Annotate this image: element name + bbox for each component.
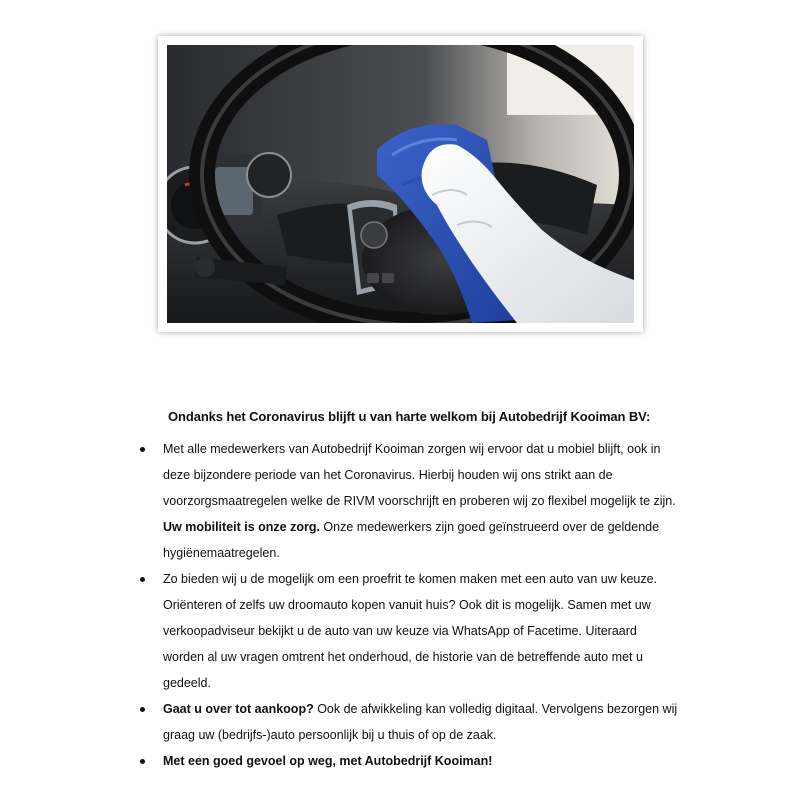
list-item: [140, 748, 680, 774]
list-item: [140, 436, 680, 566]
bullet-list: [140, 436, 680, 774]
photo-frame: [158, 36, 643, 332]
list-item: [140, 696, 680, 748]
steering-wheel-cleaning-photo: [167, 45, 634, 323]
page-heading: Ondanks het Coronavirus blijft u van harte welkom bij Autobedrijf Kooiman BV:: [168, 409, 651, 424]
bullet-text: Ook de afwikkeling kan volledig digitaal. Vervolgens bezorgen wij graag uw (bedrijfs-)auto persoonlijk bij u thuis of op de zaak.: [163, 702, 678, 742]
bullet-bold-text: Met een goed gevoel op weg, met Autobedrijf Kooiman!: [163, 754, 493, 768]
list-item: [140, 566, 680, 696]
bullet-text: Zo bieden wij u de mogelijk om een proefrit te komen maken met een auto van uw keuze. Oriënteren of zelfs uw droomauto kopen vanuit huis? Ook dit is mogelijk. Samen met uw verkoopadviseur bekijkt u de auto van uw keuze via WhatsApp of Facetime. Uiteraard worden al uw vragen omtrent het onderhoud, de historie van de betreffende auto met u gedeeld.: [163, 572, 658, 690]
bullet-bold-text: Uw mobiliteit is onze zorg.: [163, 520, 320, 534]
bullet-text: Met alle medewerkers van Autobedrijf Kooiman zorgen wij ervoor dat u mobiel blijft, ook in deze bijzondere periode van het Coronavirus. Hierbij houden wij ons strikt aan de voorzorgsmaatregelen welke de RIVM voorschrijft en proberen wij zo flexibel mogelijk te zijn.: [163, 442, 676, 508]
bullet-bold-text: Gaat u over tot aankoop?: [163, 702, 314, 716]
bullet-text: Onze medewerkers zijn goed geïnstrueerd over de geldende hygiënemaatregelen.: [163, 520, 660, 560]
